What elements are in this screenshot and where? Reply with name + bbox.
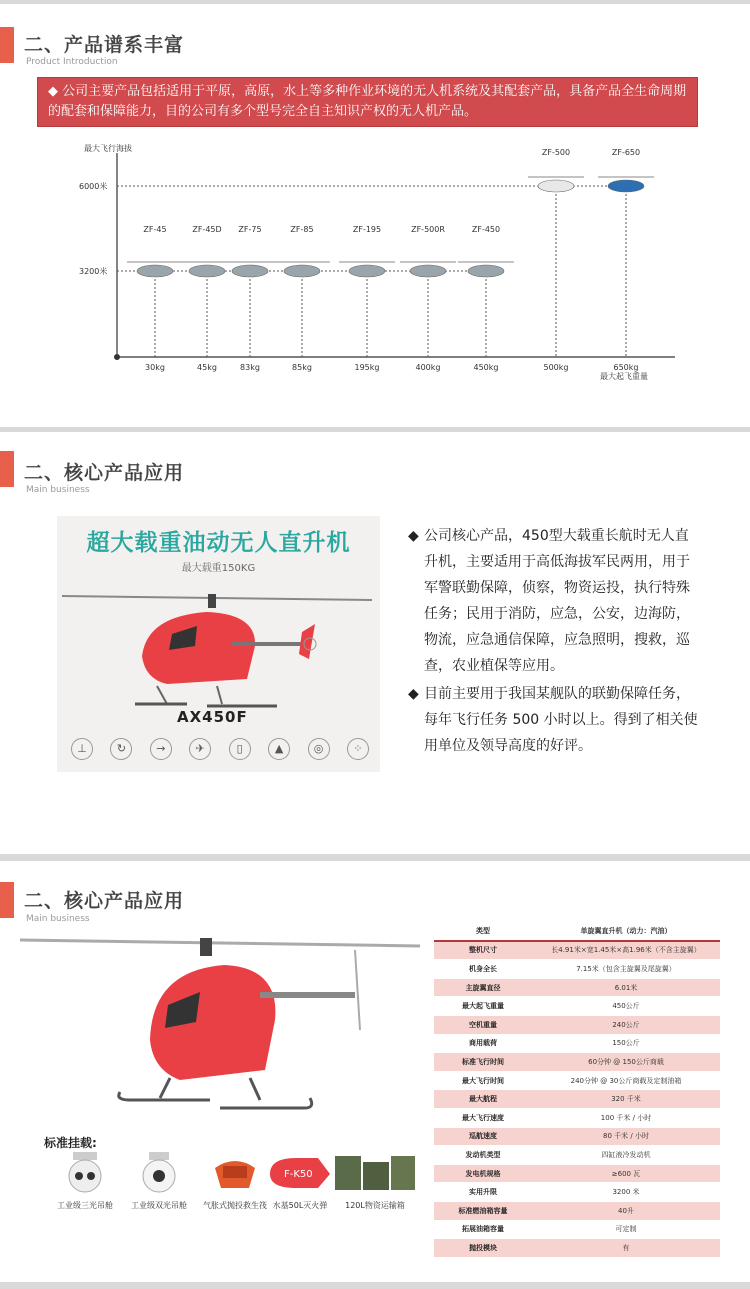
feature-item bbox=[65, 738, 99, 760]
spec-key: 类型 bbox=[434, 922, 532, 941]
payload-item bbox=[50, 1152, 120, 1211]
flight-icon: → bbox=[150, 738, 172, 760]
weight-icon: ▲ bbox=[268, 738, 290, 760]
point-weight-label: 195kg bbox=[354, 363, 380, 372]
target-icon: ◎ bbox=[308, 738, 330, 760]
payload-item bbox=[124, 1152, 194, 1211]
helicopter-icon bbox=[608, 180, 644, 192]
payload-list bbox=[50, 1152, 430, 1217]
spec-row bbox=[434, 941, 720, 960]
chart-point-zf-450 bbox=[458, 225, 514, 372]
chart-point-zf-75 bbox=[222, 225, 278, 372]
promo-model-name: AX450F bbox=[177, 708, 248, 726]
spec-header-row bbox=[434, 922, 720, 941]
spec-key: 最大飞行速度 bbox=[434, 1108, 532, 1127]
dual-light-pod-icon bbox=[139, 1152, 179, 1194]
spec-value: 80 千米 / 小时 bbox=[532, 1127, 720, 1146]
point-model-label: ZF-500 bbox=[541, 148, 571, 157]
bullet-item bbox=[408, 681, 698, 759]
point-model-label: ZF-650 bbox=[611, 148, 641, 157]
feature-item bbox=[302, 738, 336, 760]
intro-box: ◆ 公司主要产品包括适用于平原，高原，水上等多种作业环境的无人机系统及其配套产品，具备产品全生命周期的配套和保障能力，目的公司有多个型号完全自主知识产权的无人机产品。 bbox=[37, 77, 698, 127]
feature-item bbox=[341, 738, 375, 760]
section-subtitle: Main business bbox=[26, 485, 90, 495]
payload-label: 120L物资运输箱 bbox=[345, 1201, 405, 1210]
point-model-label: ZF-75 bbox=[238, 225, 262, 234]
spec-value: 240分钟 @ 30公斤商载及定制油箱 bbox=[532, 1071, 720, 1090]
bullet-text: 公司核心产品，450型大载重长航时无人直升机，主要适用于高低海拔军民两用，用于军警联勤保障，侦察，物资运投，执行特殊任务；民用于消防，应急，公安，边海防，物流，应急通信保障，应急照明，搜救，巡查，农业植保等应用。 bbox=[424, 528, 690, 674]
spec-key: 空机重量 bbox=[434, 1015, 532, 1034]
helicopter-icon bbox=[232, 265, 268, 277]
spec-key: 机身全长 bbox=[434, 960, 532, 979]
promo-subtitle: 最大载重150KG bbox=[181, 563, 256, 574]
spec-row bbox=[434, 1090, 720, 1109]
spec-value: 320 千米 bbox=[532, 1090, 720, 1109]
product-promo-card bbox=[57, 516, 380, 772]
life-raft-icon bbox=[209, 1152, 261, 1194]
feature-item bbox=[262, 738, 296, 760]
spec-key: 最大航程 bbox=[434, 1090, 532, 1109]
spec-value: 有 bbox=[532, 1239, 720, 1258]
point-model-label: ZF-500R bbox=[411, 225, 445, 234]
refresh-icon: ↻ bbox=[110, 738, 132, 760]
payload-item bbox=[330, 1152, 420, 1211]
spec-row bbox=[434, 1201, 720, 1220]
spec-value: 450公斤 bbox=[532, 997, 720, 1016]
helicopter-icon bbox=[189, 265, 225, 277]
tri-light-pod-icon bbox=[65, 1152, 105, 1194]
spec-row bbox=[434, 1015, 720, 1034]
spec-row bbox=[434, 1183, 720, 1202]
spec-value: 100 千米 / 小时 bbox=[532, 1108, 720, 1127]
extinguisher-text: F-K50 bbox=[284, 1169, 313, 1180]
core-product-bullets bbox=[408, 523, 698, 761]
chart-point-zf-500r bbox=[400, 225, 456, 372]
spec-value: 40升 bbox=[532, 1201, 720, 1220]
spec-key: 主旋翼直径 bbox=[434, 978, 532, 997]
point-model-label: ZF-85 bbox=[290, 225, 314, 234]
fire-extinguisher-bomb-icon bbox=[266, 1152, 334, 1194]
spec-key: 标准燃油箱容量 bbox=[434, 1201, 532, 1220]
payload-label: 气胀式抛投救生筏 bbox=[203, 1201, 267, 1210]
spec-key: 标准飞行时间 bbox=[434, 1053, 532, 1072]
feature-item bbox=[144, 738, 178, 760]
point-weight-label: 83kg bbox=[240, 363, 260, 372]
section-divider bbox=[0, 854, 750, 861]
document-icon: ▯ bbox=[229, 738, 251, 760]
section-title: 二、核心产品应用 bbox=[24, 462, 185, 484]
y-tick-6000: 6000米 bbox=[79, 182, 108, 191]
spec-value: 60分钟 @ 150公斤商载 bbox=[532, 1053, 720, 1072]
spec-value: 150公斤 bbox=[532, 1034, 720, 1053]
section-divider bbox=[0, 427, 750, 432]
spec-row bbox=[434, 997, 720, 1016]
section-accent-bar bbox=[0, 451, 14, 487]
helicopter-icon bbox=[137, 265, 173, 277]
helicopter-icon bbox=[349, 265, 385, 277]
spec-key: 商用载荷 bbox=[434, 1034, 532, 1053]
chart-point-zf-195 bbox=[339, 225, 395, 372]
spec-row bbox=[434, 1164, 720, 1183]
point-model-label: ZF-195 bbox=[352, 225, 382, 234]
point-weight-label: 45kg bbox=[197, 363, 217, 372]
spec-value: 240公斤 bbox=[532, 1015, 720, 1034]
spec-value: 7.15米（包含主旋翼及尾旋翼） bbox=[532, 960, 720, 979]
spec-row bbox=[434, 1146, 720, 1165]
section-subtitle: Main business bbox=[26, 914, 90, 924]
x-axis-label: 最大起飞重量 bbox=[600, 372, 648, 381]
spec-row bbox=[434, 1053, 720, 1072]
section-accent-bar bbox=[0, 882, 14, 918]
spec-key: 发动机类型 bbox=[434, 1146, 532, 1165]
payload-title: 标准挂载: bbox=[44, 1136, 97, 1150]
spec-row bbox=[434, 1108, 720, 1127]
spec-value: 四缸液冷发动机 bbox=[532, 1146, 720, 1165]
point-model-label: ZF-45 bbox=[143, 225, 167, 234]
bullet-text: 目前主要用于我国某舰队的联勤保障任务，每年飞行任务 500 小时以上。得到了相关使用单位及领导高度的好评。 bbox=[424, 686, 698, 754]
chart-point-zf-85 bbox=[274, 225, 330, 372]
spec-key: 发电机规格 bbox=[434, 1164, 532, 1183]
spec-key: 抛投模块 bbox=[434, 1239, 532, 1258]
axis-origin bbox=[114, 354, 120, 360]
point-weight-label: 650kg bbox=[613, 363, 639, 372]
point-weight-label: 450kg bbox=[473, 363, 499, 372]
spec-row bbox=[434, 1220, 720, 1239]
helicopter-icon bbox=[410, 265, 446, 277]
spec-row bbox=[434, 1034, 720, 1053]
spec-row bbox=[434, 1127, 720, 1146]
spec-row bbox=[434, 1071, 720, 1090]
network-icon: ⁘ bbox=[347, 738, 369, 760]
section-title: 二、核心产品应用 bbox=[24, 890, 185, 912]
point-weight-label: 500kg bbox=[543, 363, 569, 372]
spec-row bbox=[434, 960, 720, 979]
payload-label: 工业级双光吊舱 bbox=[131, 1201, 187, 1210]
payload-label: 水基50L灭火弹 bbox=[272, 1201, 328, 1210]
section-title: 二、产品谱系丰富 bbox=[24, 34, 185, 56]
helicopter-icon bbox=[284, 265, 320, 277]
helicopter-icon bbox=[538, 180, 574, 192]
feature-item bbox=[183, 738, 217, 760]
spec-key: 最大飞行时间 bbox=[434, 1071, 532, 1090]
bullet-item bbox=[408, 523, 698, 679]
section-accent-bar bbox=[0, 27, 14, 63]
spec-value: 6.01米 bbox=[532, 978, 720, 997]
top-divider bbox=[0, 0, 750, 4]
spec-value: 可定制 bbox=[532, 1220, 720, 1239]
diamond-icon: ◆ bbox=[408, 686, 419, 702]
spec-value: 长4.91米×宽1.45米×高1.96米（不含主旋翼） bbox=[532, 941, 720, 960]
point-weight-label: 85kg bbox=[292, 363, 312, 372]
point-weight-label: 400kg bbox=[415, 363, 441, 372]
plane-icon: ✈ bbox=[189, 738, 211, 760]
spec-key: 最大起飞重量 bbox=[434, 997, 532, 1016]
product-lineup-chart bbox=[70, 135, 690, 385]
supply-box-icon bbox=[335, 1152, 415, 1194]
point-weight-label: 30kg bbox=[145, 363, 165, 372]
y-tick-3200: 3200米 bbox=[79, 267, 108, 276]
feature-item bbox=[104, 738, 138, 760]
payload-item bbox=[260, 1152, 340, 1211]
bottom-divider bbox=[0, 1282, 750, 1289]
spec-value: ≥600 瓦 bbox=[532, 1164, 720, 1183]
spec-row bbox=[434, 978, 720, 997]
section-subtitle: Product Introduction bbox=[26, 57, 118, 67]
helicopter-image bbox=[57, 584, 380, 709]
antenna-icon: ⊥ bbox=[71, 738, 93, 760]
spec-key: 整机尺寸 bbox=[434, 941, 532, 960]
spec-key: 拓展油箱容量 bbox=[434, 1220, 532, 1239]
point-model-label: ZF-45D bbox=[192, 225, 222, 234]
chart-point-zf-45 bbox=[127, 225, 183, 372]
helicopter-large-image bbox=[20, 930, 425, 1120]
chart-point-zf-650 bbox=[598, 148, 654, 372]
spec-value: 3200 米 bbox=[532, 1183, 720, 1202]
helicopter-icon bbox=[468, 265, 504, 277]
payload-label: 工业级三光吊舱 bbox=[57, 1201, 113, 1210]
point-model-label: ZF-450 bbox=[471, 225, 501, 234]
diamond-icon: ◆ bbox=[408, 528, 419, 544]
spec-key: 实用升限 bbox=[434, 1183, 532, 1202]
spec-key: 巡航速度 bbox=[434, 1127, 532, 1146]
chart-point-zf-45d bbox=[179, 225, 235, 372]
feature-item bbox=[223, 738, 257, 760]
chart-point-zf-500 bbox=[528, 148, 584, 372]
promo-feature-icons bbox=[65, 738, 375, 760]
spec-row bbox=[434, 1239, 720, 1258]
spec-value: 单旋翼直升机（动力：汽油） bbox=[532, 922, 720, 941]
promo-title: 超大载重油动无人直升机 bbox=[86, 530, 351, 556]
spec-table bbox=[434, 922, 720, 1258]
y-axis-label: 最大飞行海拔 bbox=[84, 144, 132, 153]
